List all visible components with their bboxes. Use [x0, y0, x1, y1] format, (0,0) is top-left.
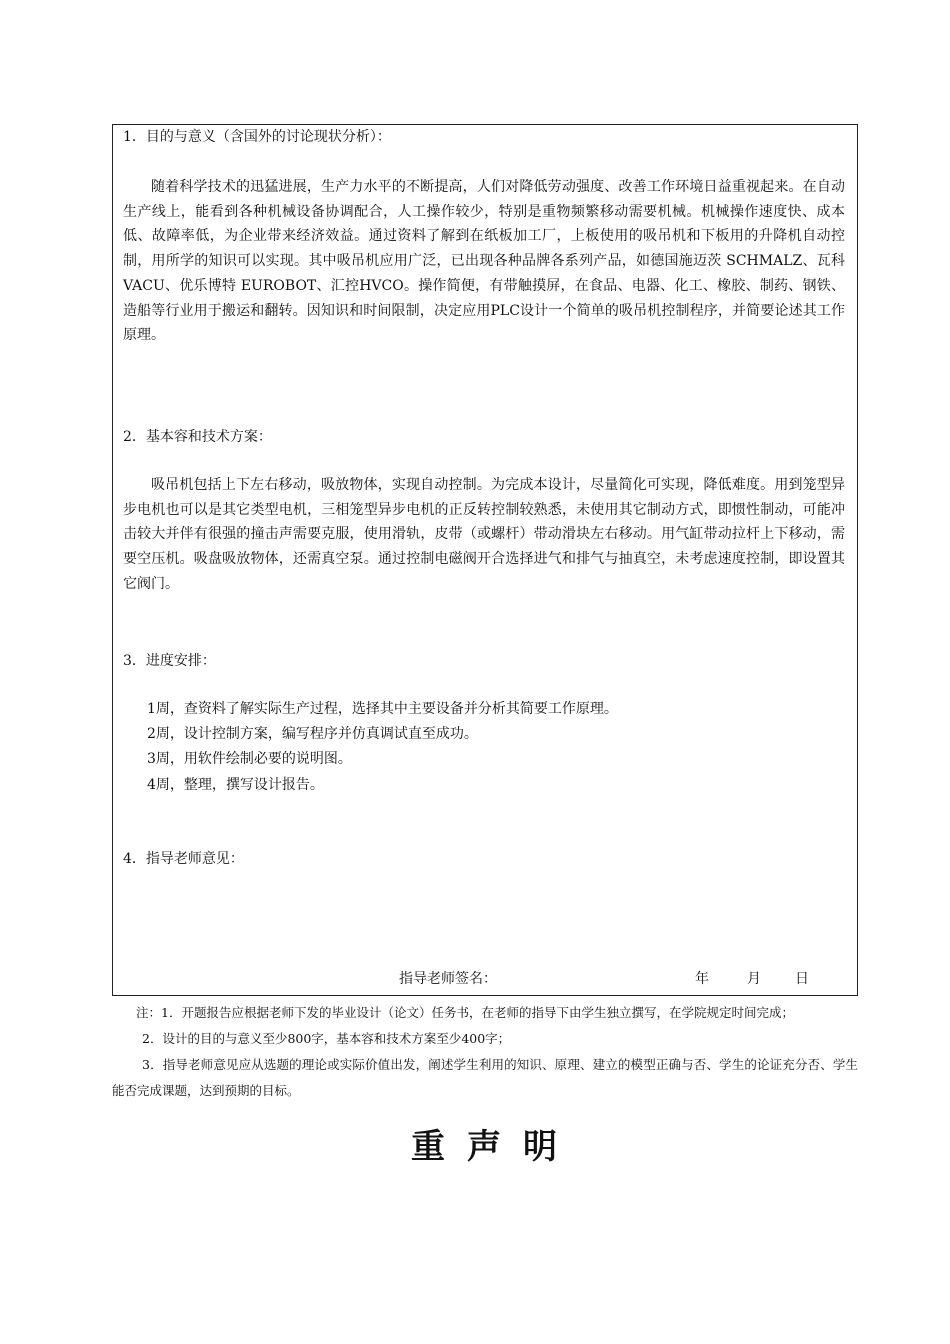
note-3: 3．指导老师意见应从选题的理论或实际价值出发，阐述学生利用的知识、原理、建立的模型正确与否、学生的论证充分否、学生能否完成课题，达到预期的目标。 [112, 1057, 858, 1098]
section2-paragraph: 吸吊机包括上下左右移动，吸放物体，实现自动控制。为完成本设计，尽量简化可实现，降低难度。用到笼型异步电机也可以是其它类型电机，三相笼型异步电机的正反转控制较熟悉，未使用其它制动方式，即惯性制动，可能冲击较大并伴有很强的撞击声需要克服，使用滑轨，皮带（或螺杆）带动滑块左右移动。用气缸带动拉杆上下移动，需要空压机。吸盘吸放物体，还需真空泵。通过控制电磁阀开合选择进气和排气与抽真空，未考虑速度控制，即设置其它阀门。 [123, 477, 845, 592]
section2-heading: 2．基本容和技术方案： [123, 429, 272, 445]
section1-paragraph: 随着科学技术的迅猛进展，生产力水平的不断提高，人们对降低劳动强度、改善工作环境日益重视起来。在自动生产线上，能看到各种机械设备协调配合，人工操作较少，特别是重物频繁移动需要机械。机械操作速度快、成本低、故障率低，为企业带来经济效益。通过资料了解到在纸板加工厂，上板使用的吸吊机和下板用的升降机自动控制，用所学的知识可以实现。其中吸吊机应用广泛，已出现各种品牌各系列产品，如德国施迈茨 SCHMALZ、瓦科 VACU、优乐博特 EUROBOT、汇控HVCO。操作简便，有带触摸屏，在食品、电器、化工、橡胶、制药、钢铁、造船等行业用于搬运和翻转。因知识和时间限制，决定应用PLC设计一个简单的吸吊机控制程序，并简要论述其工作原理。 [123, 179, 845, 344]
schedule-item: 3周，用软件绘制必要的说明图。 [147, 751, 352, 768]
signature-day: 日 [795, 971, 809, 987]
schedule-item: 1周，查资料了解实际生产过程，选择其中主要设备并分析其简要工作原理。 [147, 701, 618, 717]
section4-heading: 4．指导老师意见： [123, 851, 244, 867]
signature-row [113, 969, 857, 989]
schedule-item: 2周，设计控制方案，编写程序并仿真调试直至成功。 [147, 726, 478, 743]
section1-heading: 1．目的与意义（含国外的讨论现状分析）： [123, 129, 391, 145]
note-1: 注：1．开题报告应根据老师下发的毕业设计（论文）任务书，在老师的指导下由学生独立撰写，在学院规定时间完成； [136, 1005, 794, 1020]
section3-heading: 3．进度安排： [123, 653, 216, 669]
signature-year: 年 [695, 971, 709, 987]
declaration-title: 重声明 [411, 1127, 579, 1167]
schedule-item: 4周，整理，撰写设计报告。 [147, 776, 324, 793]
report-form-box [112, 124, 858, 996]
signature-label: 指导老师签名： [399, 971, 497, 987]
signature-month: 月 [747, 971, 761, 987]
note-2: 2．设计的目的与意义至少800字，基本容和技术方案至少400字； [142, 1031, 511, 1046]
schedule-list [123, 697, 618, 798]
notes-block [112, 1000, 858, 1104]
